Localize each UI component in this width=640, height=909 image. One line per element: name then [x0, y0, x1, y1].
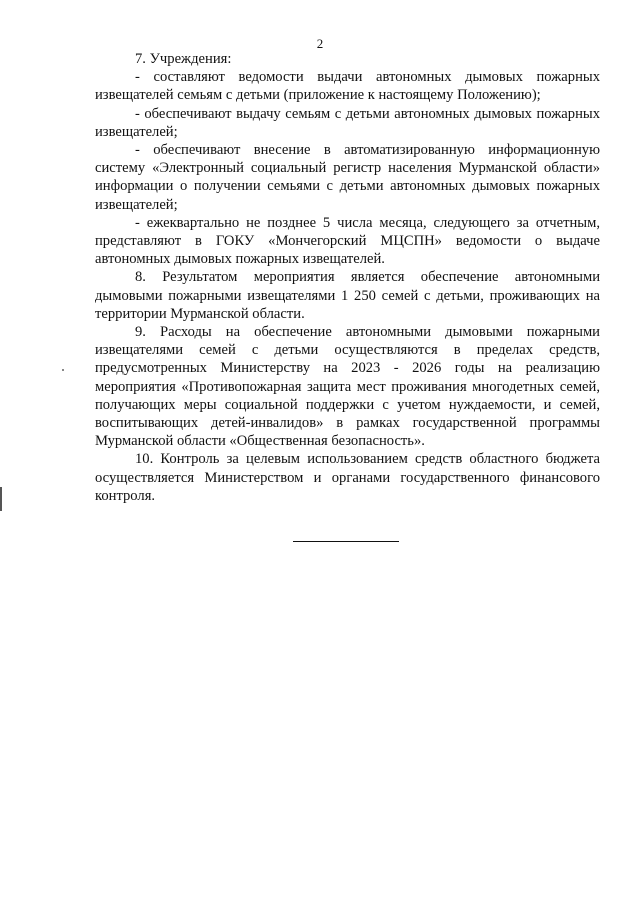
- paragraph-7-item-quarterly: - ежеквартально не позднее 5 числа месяца, следующего за отчетным, представляют в ГОКУ «Мончегорский МЦСПН» ведомости о выдаче автономных дымовых пожарных извещателей.: [95, 214, 600, 268]
- paragraph-7-item-distribution: - обеспечивают выдачу семьям с детьми автономных дымовых пожарных извещателей;: [95, 105, 600, 140]
- paragraph-10: 10. Контроль за целевым использованием средств областного бюджета осуществляется Министерством и органами государственного финансового контроля.: [95, 451, 600, 504]
- paragraph-7-item-registry: - обеспечивают внесение в автоматизированную информационную систему «Электронный социальный регистр населения Мурманской области» информации о получении семьями с детьми автономных дымовых пожарных извещателей;: [95, 142, 600, 213]
- paragraph-9: 9. Расходы на обеспечение автономными дымовыми пожарными извещателями семей с детьми осуществляются в пределах средств, предусмотренных Министерству на 2023 - 2026 годы на реализацию мероприятия «Противопожарная защита мест проживания многодетных семей, получающих меры социальной поддержки с учетом нуждаемости, и семей, воспитывающих детей-инвалидов» в рамках государственной программы Мурманской области «Общественная безопасность».: [95, 324, 600, 450]
- page-number: 2: [316, 36, 324, 51]
- paragraph-7-item-statements: - составляют ведомости выдачи автономных дымовых пожарных извещателей семьям с детьми (приложение к настоящему Положению);: [95, 69, 600, 104]
- end-separator-line: [293, 541, 399, 542]
- scan-speck: [62, 369, 64, 371]
- scan-edge-mark: [0, 487, 2, 511]
- paragraph-8: 8. Результатом мероприятия является обеспечение автономными дымовыми пожарными извещателями 1 250 семей с детьми, проживающих на территории Мурманской области.: [95, 269, 600, 322]
- paragraph-7-heading: 7. Учреждения:: [135, 51, 232, 67]
- document-body: [95, 50, 600, 505]
